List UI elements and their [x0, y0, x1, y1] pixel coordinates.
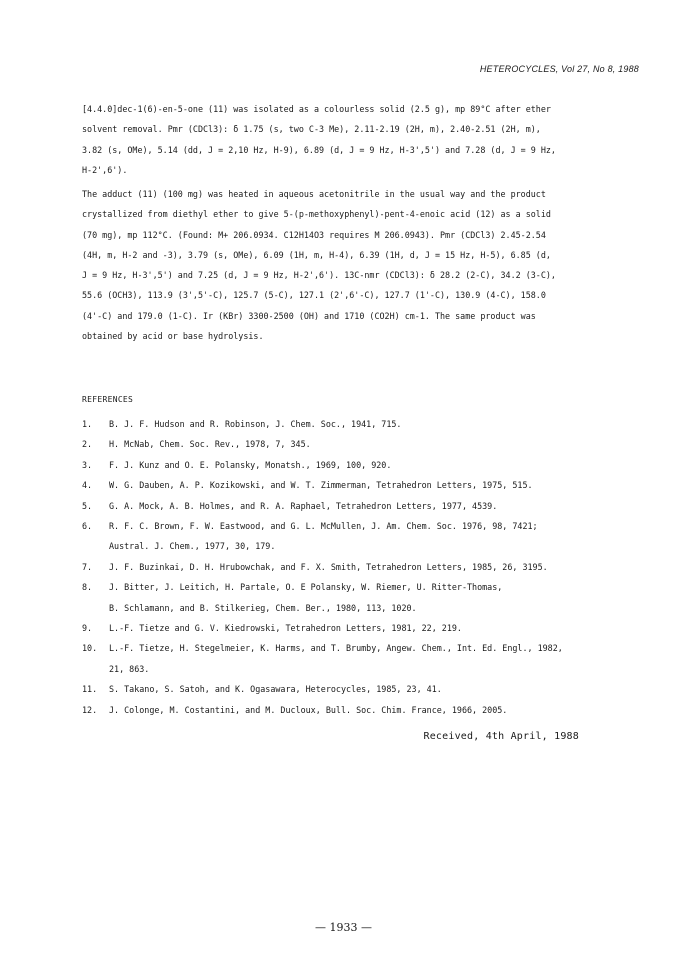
reference-text: F. J. Kunz and O. E. Polansky, Monatsh., 1969, 100, 920. [109, 459, 392, 470]
reference-text: J. Colonge, M. Costantini, and M. Ducloux, Bull. Soc. Chim. France, 1966, 2005. [109, 704, 508, 715]
reference-number [82, 659, 109, 679]
reference-number: 10. [82, 643, 98, 654]
reference-text: J. F. Buzinkai, D. H. Hrubowchak, and F. X. Smith, Tetrahedron Letters, 1985, 26, 3195. [109, 561, 548, 572]
reference-item [82, 434, 563, 454]
reference-item [82, 516, 563, 536]
reference-item [82, 700, 563, 720]
text-line: The adduct (11) (100 mg) was heated in aqueous acetonitrile in the usual way and the product [82, 189, 546, 199]
reference-number [82, 536, 109, 556]
text-line: J = 9 Hz, H-3',5') and 7.25 (d, J = 9 Hz, H-2',6'). 13C-nmr (CDCl3): δ 28.2 (2-C), 34.2 (3-C), [82, 270, 556, 281]
text-line: 3.82 (s, OMe), 5.14 (dd, J = 2,10 Hz, H-9), 6.89 (d, J = 9 Hz, H-3',5') and 7.28 (d, J = 9 Hz, [82, 144, 556, 155]
reference-text: B. Schlamann, and B. Stilkerieg, Chem. Ber., 1980, 113, 1020. [109, 602, 417, 613]
reference-item [82, 557, 563, 577]
reference-number [82, 598, 109, 618]
reference-item [82, 618, 563, 638]
reference-number: 1. [82, 419, 93, 429]
reference-item [82, 414, 563, 434]
reference-text: G. A. Mock, A. B. Holmes, and R. A. Raphael, Tetrahedron Letters, 1977, 4539. [109, 500, 498, 511]
reference-text: S. Takano, S. Satoh, and K. Ogasawara, Heterocycles, 1985, 23, 41. [109, 684, 442, 695]
reference-text: H. McNab, Chem. Soc. Rev., 1978, 7, 345. [109, 439, 311, 450]
reference-item [82, 598, 563, 618]
text-line: obtained by acid or base hydrolysis. [82, 331, 264, 342]
reference-number: 12. [82, 704, 98, 715]
reference-number: 6. [82, 521, 93, 532]
page-number: — 1933 — [315, 921, 372, 934]
reference-number: 8. [82, 582, 93, 593]
reference-text: J. Bitter, J. Leitich, H. Partale, O. E Polansky, W. Riemer, U. Ritter-Thomas, [109, 582, 503, 593]
reference-item [82, 659, 563, 679]
text-line: (70 mg), mp 112°C. (Found: M+ 206.0934. C12H14O3 requires M 206.0943). Pmr (CDCl3) 2.45-2.54 [82, 229, 546, 240]
text-line: H-2',6'). [82, 164, 128, 175]
reference-text: L.-F. Tietze, H. Stegelmeier, K. Harms, and T. Brumby, Angew. Chem., Int. Ed. Engl., 1982, [109, 643, 563, 654]
running-header: HETEROCYCLES, Vol 27, No 8, 1988 [479, 64, 639, 74]
reference-number: 4. [82, 480, 93, 491]
reference-item [82, 536, 563, 556]
reference-text: R. F. C. Brown, F. W. Eastwood, and G. L. McMullen, J. Am. Chem. Soc. 1976, 98, 7421; [109, 521, 538, 532]
reference-number: 3. [82, 459, 93, 470]
reference-item [82, 455, 563, 475]
text-line: [4.4.0]dec-1(6)-en-5-one (11) was isolated as a colourless solid (2.5 g), mp 89°C after ether [82, 104, 551, 114]
reference-item [82, 638, 563, 658]
reference-text: W. G. Dauben, A. P. Kozikowski, and W. T. Zimmerman, Tetrahedron Letters, 1975, 515. [109, 480, 533, 491]
references-list [82, 414, 563, 720]
reference-number: 5. [82, 500, 93, 511]
reference-number: 9. [82, 623, 93, 634]
received-date: Received, 4th April, 1988 [423, 731, 579, 742]
text-line: solvent removal. Pmr (CDCl3): δ 1.75 (s, two C-3 Me), 2.11-2.19 (2H, m), 2.40-2.51 (2H, m), [82, 124, 541, 135]
reference-text: B. J. F. Hudson and R. Robinson, J. Chem. Soc., 1941, 715. [109, 419, 402, 429]
reference-item [82, 679, 563, 699]
text-line: 55.6 (OCH3), 113.9 (3',5'-C), 125.7 (5-C), 127.1 (2',6'-C), 127.7 (1'-C), 130.9 (4-C), 158.0 [82, 290, 546, 301]
references-heading: REFERENCES [82, 395, 134, 404]
reference-text: L.-F. Tietze and G. V. Kiedrowski, Tetrahedron Letters, 1981, 22, 219. [109, 623, 462, 634]
reference-number: 11. [82, 684, 98, 695]
reference-text: Austral. J. Chem., 1977, 30, 179. [109, 541, 276, 552]
text-line: (4'-C) and 179.0 (1-C). Ir (KBr) 3300-2500 (OH) and 1710 (CO2H) cm-1. The same product was [82, 310, 536, 321]
reference-number: 7. [82, 561, 93, 572]
text-line: crystallized from diethyl ether to give 5-(p-methoxyphenyl)-pent-4-enoic acid (12) as a solid [82, 209, 551, 220]
reference-item [82, 496, 563, 516]
reference-number: 2. [82, 439, 93, 450]
text-line: (4H, m, H-2 and -3), 3.79 (s, OMe), 6.09 (1H, m, H-4), 6.39 (1H, d, J = 15 Hz, H-5), 6.85 (d, [82, 249, 551, 260]
reference-item [82, 577, 563, 597]
reference-text: 21, 863. [109, 663, 150, 674]
paragraph-compound-11 [82, 99, 622, 180]
paragraph-compound-12 [82, 184, 622, 346]
reference-item [82, 475, 563, 495]
